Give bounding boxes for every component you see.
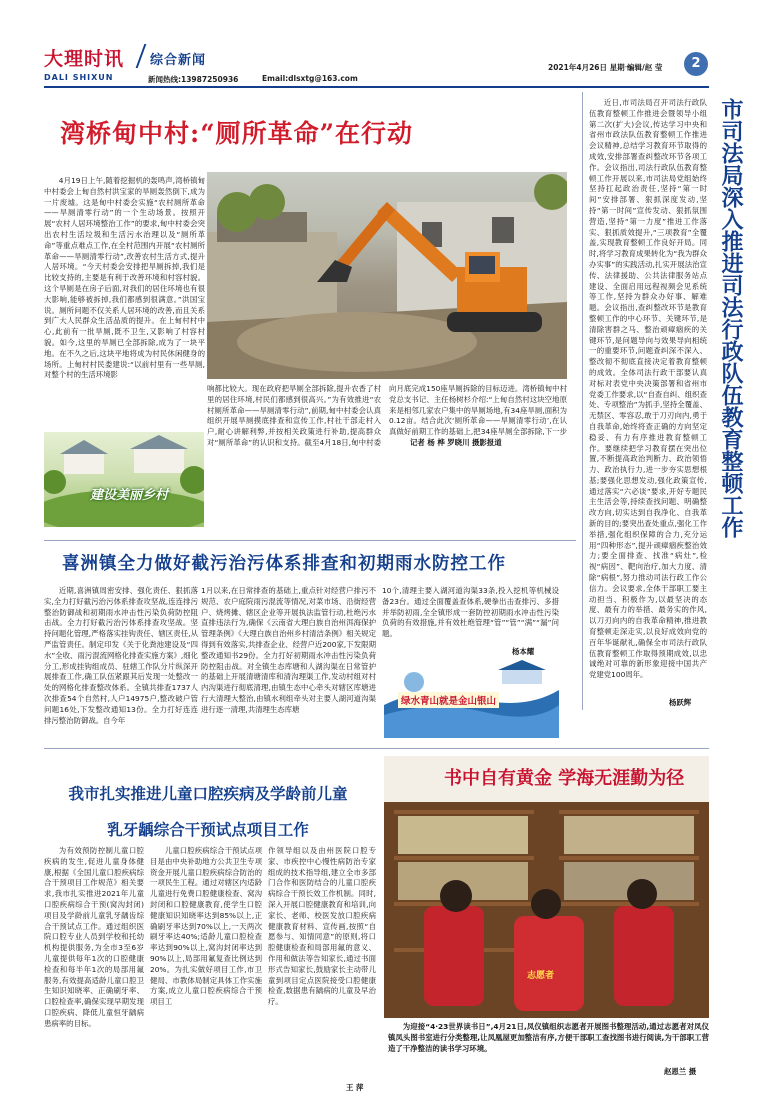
masthead-rule — [44, 86, 709, 88]
article3-col3-text: 作领导组以及由州医院口腔专家、市疾控中心慢性病防治专家组成的技术指导组,建立全市多部门合作和医防结合的儿童口腔疾病综合干预长效工作机制。同时,深入开展口腔健康教育和培训,向家长、老师、校医发放口腔疾病健康教育材料、宣传画,按照“自愿参与、知情同意”的原则,将口腔健康检查和局部用氟的意义、作用和做法等告知家长,通过书面形式告知家长,鼓励家长主动带儿童到项目定点医院接受口腔健康检查,数据患有龋病的儿童及早治疗。 — [268, 846, 376, 1007]
article1-col2 — [207, 384, 381, 448]
library-banner-text: 书中自有黄金 学海无涯勤为径 — [444, 768, 685, 789]
article1-col3-text: 向月底完成150座旱厕拆除的目标迈进。湾桥镇甸中村党总支书记、主任杨树杉介绍:“上甸自然村这块空地原来是相邻几家农户集中的旱厕场地,有34座旱厕,面积为0.12亩。结合此次‘厕所革命——旱厕清零行动’,在认真做好前期工作的基础上,把34座旱厕全部拆除,下一步 — [389, 384, 567, 437]
masthead-section: 综合新闻 — [150, 53, 207, 68]
sidebar-byline: 杨跃辉 — [669, 698, 692, 707]
article3-col2 — [150, 846, 262, 1091]
masthead-email: Email:dlsxtg@163.com — [262, 74, 358, 83]
village-illustration — [44, 432, 204, 527]
article3-photo-byline: 赵恩兰 摄 — [664, 1067, 697, 1076]
masthead-editor: 编辑/赵 莹 — [627, 63, 663, 72]
article1-col1-text: 4月19日上午,随着挖掘机的轰鸣声,湾桥镇甸中村委会上甸自然村洪宝家的旱厕轰然倒下,成为一片废墟。这是甸中村委会实施“农村厕所革命——旱厕清零行动”的一个生动场景。按照开展“农村人居环境整治工作”的要求,甸中村委会突出农村生活垃圾和生活污水治理以及“厕所革命”等重点难点工作,在全村范围内开展“农村厕所革命——旱厕清零行动”,改善农村生活方式,提升人居环境。“今天村委会安排把旱厕拆掉,我们是比较支持的,主要是有利于改善环境和村容村貌。这个旱厕是在房子后面,对我们的居住环境也有很大影响,能够被拆掉,我们都感到很满意。”洪国宝说。厕所问题不仅关系人居环境的改善,而且关系到广大人民群众生活品质的提升。在上甸村村中心,此前有一批旱厕,既不卫生,又影响了村容村貌。如今,这里的旱厕已全部拆除,成为了一块平地。在不久之后,这块平地将成为村民休闲健身的场所。上甸村村民娄建说:“以前村里有一些旱厕,对整个村的生活环境影 — [44, 176, 205, 380]
article3-col1-text: 为有效预防控制儿童口腔疾病的发生,促进儿童身体健康,根据《全国儿童口腔疾病综合干预项目工作规范》相关要求,我市扎实推进2021年儿童口腔疾病综合干预(窝沟封闭)项目及学龄前儿童乳牙龋齿综合干预试点工作。通过组织医院口腔专业人员到学校和托幼机构提供服务,为全市3至6岁儿童提供每年1次的口腔健康检查和每半年1次的局部用氟服务,有效提高适龄儿童口腔卫生知识知晓率、正确刷牙率、口腔检查率,确保实现早期发现口腔疾病、降低儿童恒牙龋病患病率的目标。 — [44, 846, 144, 1028]
photo-caption-text: 为迎接“4·23世界读书日”,4月21日,凤仪镇组织志愿者开展图书整理活动,通过志愿者对凤仪镇凤头图书室进行分类整理,让凤凰屋更加整洁有序,方便干部职工查找图书进行阅读,为干部职工营造了干净整洁的读书学习环境。 — [388, 1022, 709, 1053]
volunteer-vest-text: 志愿者 — [527, 971, 555, 981]
article2-col3-text: 10个,清理主要入湖河道沟渠33条,投入挖机等机械设备23台。通过全面覆盖查体系,硬拳出击查排污、多措并举防初雨,全全镇形成一套防控初期雨水冲击性污染负荷的有效措施,并有效杜绝管理“管”“管”“满”“漏”问题。 — [382, 586, 559, 639]
page-number: 2 — [691, 56, 701, 71]
sidebar-title — [718, 98, 744, 538]
masthead-hotline: 新闻热线:13987250936 — [148, 75, 239, 84]
article3-top-rule — [44, 748, 709, 749]
article2-slogan-image — [384, 660, 559, 738]
article1-village-image — [44, 432, 204, 527]
sidebar-left-rule — [582, 92, 583, 710]
article1-byline: 记者 杨 桦 罗晓川 摄影报道 — [410, 438, 502, 447]
volunteer-figures — [424, 879, 674, 1011]
article2-byline: 杨本耀 — [512, 647, 535, 656]
masthead-logo: 大理时讯 — [44, 48, 125, 70]
article3-col1 — [44, 846, 144, 1091]
article2-col1 — [44, 586, 198, 737]
sidebar-text-body: 近日,市司法局召开司法行政队伍教育整顿工作推进会暨领导小组第二次(扩大)会议,传达学习中央和省州市政法队伍教育整顿工作推进会议精神,总结学习教育环节取得的成效,安排部署查纠整改环节各项工作。会议指出,司法行政队伍教育整顿工作开展以来,市司法局党组始终坚持扛起政治责任,坚持“第一时间”安排部署、狠抓深度发动,坚持“第一时间”宣传发动、狠抓氛围营造,坚持“第一力度”推进工作落实、狠抓质效提升,“三项教育”全覆盖,实现教育整顿工作良好开局。同时,将学习教育成果转化为“我为群众办实事”的实践活动,扎实开展法治宣传、法律援助、公共法律服务站点建设、全面启用远程视频会见系统等工作,坚持为群众办好事、解难题。会议指出,查纠整改环节是教育整顿工作的中心环节、关键环节,是清除害群之马、整治顽瘴痼疾的关键环节,是问题导向与效果导向相统一的重要环节,问题查纠深不深入、整改彻不彻底直接决定着教育整顿的成效。全体司法行政干部要认真对标对表党中央决策部署和省州市党委工作要求,以“自查自纠、组织查处、专项整治”为抓手,坚持全覆盖、无禁区、零容忍,敢于刀刃向内,勇于自我革命,始终将查正确的方向坚定稳妥、有力有序推进教育整顿工作。要继续把学习教育摆在突出位置,不断提高政治判断力、政治领悟力、政治执行力,进一步夯实思想根基;要强化思想发动,强化政策宣传,通过落实“六必谈”要求,开好专题民主生活会等,持续查找问题、明确整改方向,切实达到自我净化、自我革新的目的;要突出查处重点,强化工作举措,强化组织保障的合力,充分运用“四种形态”,提升顽瘴痼疾整治效力;要全面排查、找准“病灶”,检视“病因”、靶向治疗,加大力度、清除“病根”,努力推动司法行政工作公信力。会议要求,全体干部职工要主动担当、积极作为,以最坚决的态度、最有力的举措、最务实的作风,以刀刃向内的自我革命精神,推进教育整顿走深走实,以良好成效向党的百年华诞献礼,确保全市司法行政队伍教育整顿工作取得预期成效,以忠诚绝对可靠的新形象迎接中国共产党建党100周年。 — [589, 98, 707, 680]
excavator-scene — [207, 172, 567, 379]
article1-photo-excavator — [207, 172, 567, 379]
article2-top-rule — [44, 540, 576, 541]
masthead-slash — [136, 44, 147, 68]
sidebar-text — [589, 98, 707, 701]
article2-col3 — [382, 586, 559, 648]
masthead-pinyin: DALI SHIXUN — [44, 73, 114, 82]
article2-col2-text: 1月以来,在日常排查的基础上,重点针对经营户排污不规范、农户庭院雨污混流等情况,对菜市场、沿街经营户、烧烤摊、辖区企业等开展执法监管行动,杜绝污水直排违法行为,确保《云南省大理白族自治州洱海保护管理条例》《大理白族自治州乡村清洁条例》相关规定得到有效落实,共排查企业、经营户近200家,下发限期整改通知书29份。全力打好初期雨水冲击性污染负荷防控阻击战。对全镇生态库塘和人湖沟渠在日常管护的基础上开展清塘清库和清沟理渠工作,发动村组对村内沟渠进行彻底清理,由镇生态中心牵头对辖区库塘进行大清理大整治,由镇水利组牵头对主要人湖河道沟渠进行逐一清理,共清理生态库塘 — [201, 586, 376, 714]
article3-byline: 王 萍 — [346, 1083, 364, 1092]
masthead — [0, 0, 770, 92]
slogan-text: 绿水青山就是金山银山 — [398, 692, 499, 708]
article1-col2-text: 响都比较大。现在政府把旱厕全部拆除,提升农香了村里的居住环境,村民们都感到很高兴。”为有效推进“农村厕所革命——旱厕清零行动”,前期,甸中村委会认真组织开展旱厕摸底排查和宣传工作,村社干部走村入户,耐心讲解利弊,并按相关政策进行补助,提高群众对“厕所革命”的认识和支持。截至4月18日,甸中村委 — [207, 384, 381, 447]
article3-library-photo — [384, 756, 709, 1018]
article1-title: 湾桥甸中村:“厕所革命”在行动 — [60, 119, 413, 148]
masthead-date: 2021年4月26日 星期一 — [548, 63, 633, 72]
article3-title-line1: 我市扎实推进儿童口腔疾病及学龄前儿童 — [68, 785, 348, 803]
article3-photo-caption — [388, 1022, 709, 1066]
sidebar-title-text: 市司法局深入推进司法行政队伍教育整顿工作 — [718, 98, 744, 538]
article3-col3 — [268, 846, 376, 1078]
article1-col3 — [389, 384, 567, 437]
article3-title-line2: 乳牙龋综合干预试点项目工作 — [107, 821, 309, 839]
article3-col2-text: 儿童口腔疾病综合干预试点项目是由中央补助地方公共卫生专项资金开展儿童口腔疾病综合防治的一项民生工程。通过对辖区内适龄儿童进行免费口腔健康检查、窝沟封闭和口腔健康教育,使学生口腔健康知识知晓率达到85%以上,正确刷牙率达到70%以上,一天两次刷牙率达40%;适龄儿童口腔检查率达到90%以上,窝沟封闭率达到90%以上,局部用氟复查比例达到20%。为扎实做好项目工作,市卫健局、市教体局制定具体工作实施方案,成立儿童口腔疾病综合干预项目工 — [150, 846, 262, 1007]
article2-col2 — [201, 586, 376, 737]
article1-col1 — [44, 176, 205, 430]
article2-title: 喜洲镇全力做好截污治污体系排查和初期雨水防控工作 — [62, 554, 506, 574]
page-number-badge — [684, 52, 708, 76]
village-image-caption: 建设美丽乡村 — [90, 488, 169, 503]
article2-col1-text: 近期,喜洲镇周密安排、强化责任、狠抓落实,全力打好截污治污体系排查攻坚战,连连排污整治防御战和初期雨水冲击性污染负荷防控阻击战。全力打好截污治污体系排查攻坚战。坚持问题化管理,严格落实挂钩责任、辖区责任,从严监管责任。制定印发《关于化粪池建设及“四水”全收、雨污混流网格化排查实施方案》,细化分工,形成挂钩组成员、驻辖工作队分片纵深开展排查工作,确工队伍紧跟其后发现一处整改一处的网格化排查整改体系。全镇共排查1737人次排查54个自然村,人户14975户,整改破户管问题16处,下发整改通知13份。全力打好连连排污整治防御战。自今年 — [44, 586, 198, 725]
